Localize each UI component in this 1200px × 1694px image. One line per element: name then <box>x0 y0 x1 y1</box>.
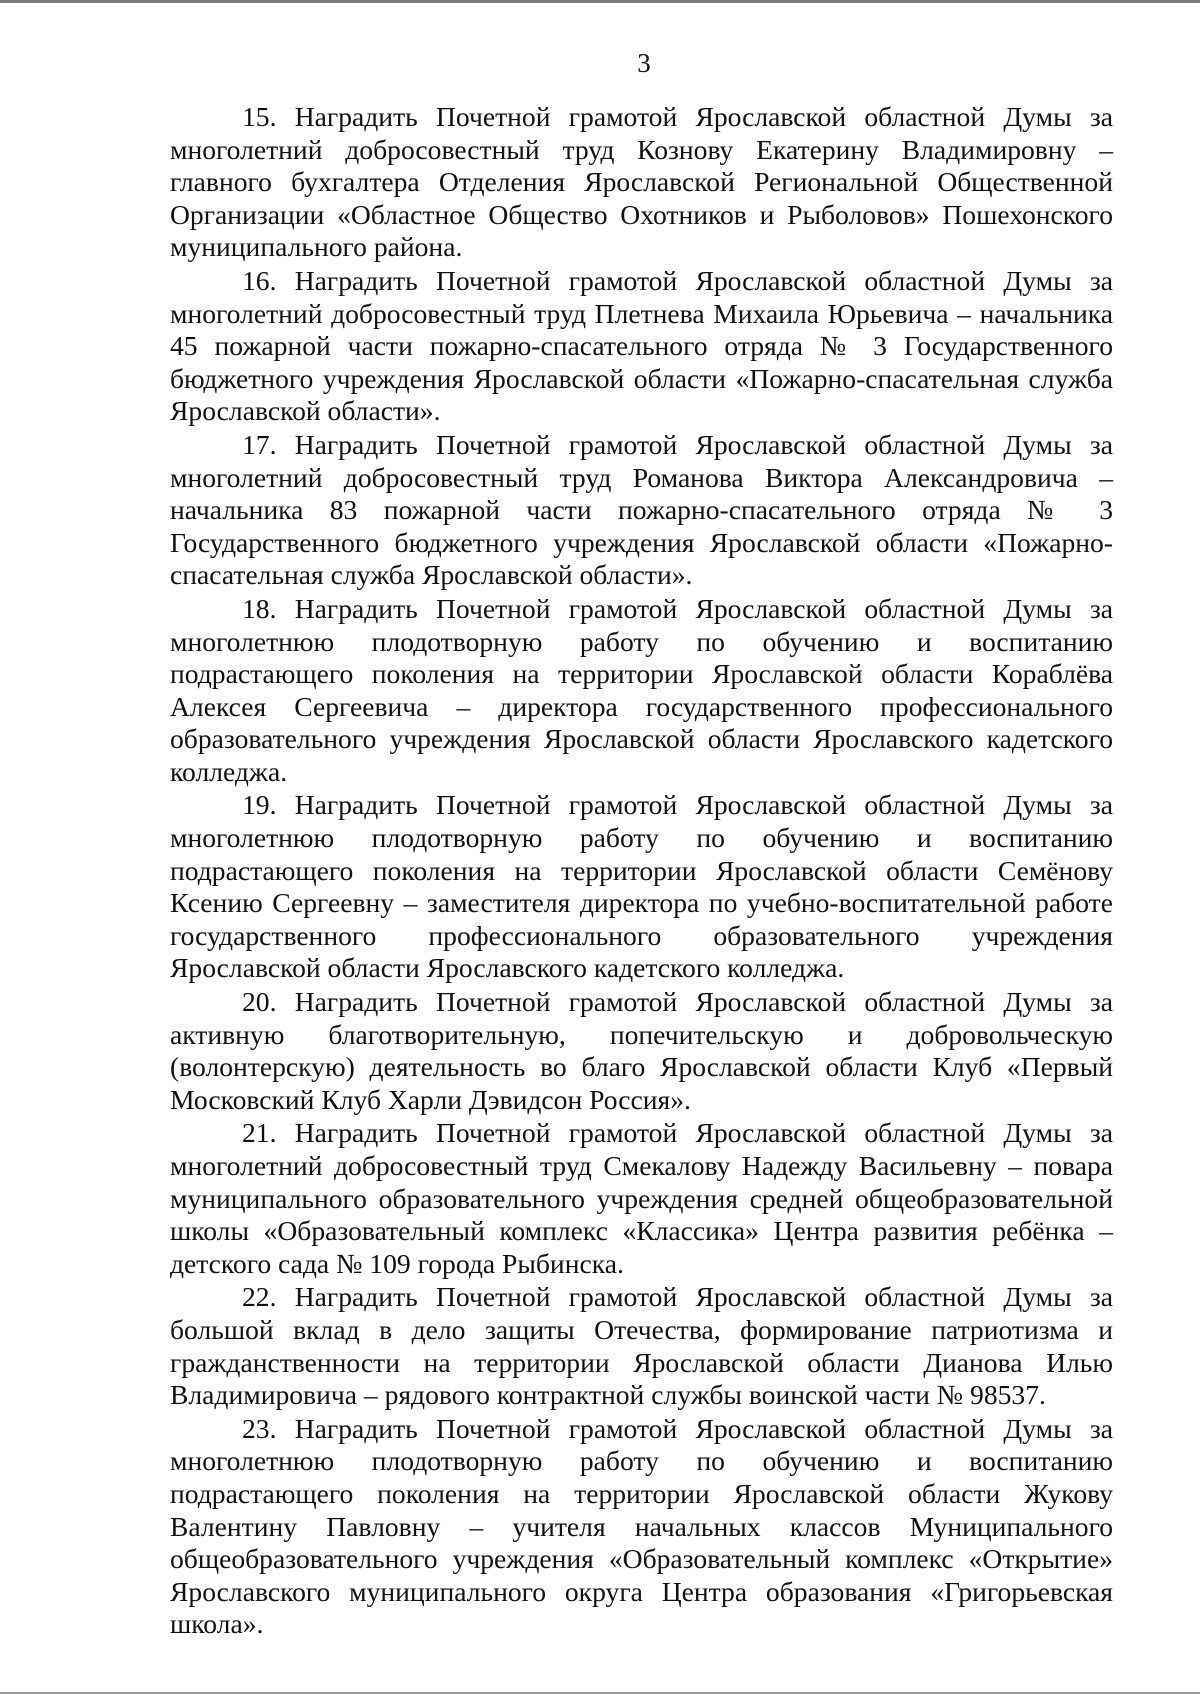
paragraph-21: 21. Наградить Почетной грамотой Ярославской областной Думы за многолетний добросовестный труд Смекалову Надежду Васильевну – повара муниципального образовательного учреждения средней общеобразовательной школы «Образовательный комплекс «Классика» Центра развития ребёнка – детского сада № 109 города Рыбинска. <box>170 1117 1113 1279</box>
document-body <box>170 101 1113 1642</box>
paragraph-19: 19. Наградить Почетной грамотой Ярославской областной Думы за многолетнюю плодотворную работу по обучению и воспитанию подрастающего поколения на территории Ярославской области Семёнову Ксению Сергеевну – заместителя директора по учебно-воспитательной работе государственного профессионального образовательного учреждения Ярославской области Ярославского кадетского колледжа. <box>170 789 1113 984</box>
scan-edge-top <box>0 0 1200 3</box>
paragraph-22: 22. Наградить Почетной грамотой Ярославской областной Думы за большой вклад в дело защиты Отечества, формирование патриотизма и гражданственности на территории Ярославской области Дианова Илью Владимировича – рядового контрактной службы воинской части № 98537. <box>170 1281 1113 1411</box>
paragraph-18: 18. Наградить Почетной грамотой Ярославской областной Думы за многолетнюю плодотворную работу по обучению и воспитанию подрастающего поколения на территории Ярославской области Кораблёва Алексея Сергеевича – директора государственного профессионального образовательного учреждения Ярославской области Ярославского кадетского колледжа. <box>170 592 1113 787</box>
paragraph-23: 23. Наградить Почетной грамотой Ярославской областной Думы за многолетнюю плодотворную работу по обучению и воспитанию подрастающего поколения на территории Ярославской области Жукову Валентину Павловну – учителя начальных классов Муниципального общеобразовательного учреждения «Образовательный комплекс «Открытие» Ярославского муниципального округа Центра образования «Григорьевская школа». <box>170 1412 1113 1640</box>
page-number: 3 <box>637 48 651 78</box>
paragraph-16: 16. Наградить Почетной грамотой Ярославской областной Думы за многолетний добросовестный труд Плетнева Михаила Юрьевича – начальника 45 пожарной части пожарно-спасательного отряда № 3 Государственного бюджетного учреждения Ярославской области «Пожарно-спасательная служба Ярославской области». <box>170 264 1113 427</box>
paragraph-15: 15. Наградить Почетной грамотой Ярославской областной Думы за многолетний добросовестный труд Кознову Екатерину Владимировну – главного бухгалтера Отделения Ярославской Региональной Общественной Организации «Областное Общество Охотников и Рыболовов» Пошехонского муниципального района. <box>170 101 1113 263</box>
paragraph-17: 17. Наградить Почетной грамотой Ярославской областной Думы за многолетний добросовестный труд Романова Виктора Александровича – начальника 83 пожарной части пожарно-спасательного отряда № 3 Государственного бюджетного учреждения Ярославской области «Пожарно-спасательная служба Ярославской области». <box>170 428 1113 591</box>
paragraph-20: 20. Наградить Почетной грамотой Ярославской областной Думы за активную благотворительную, попечительскую и добровольческую (волонтерскую) деятельность во благо Ярославской области Клуб «Первый Московский Клуб Харли Дэвидсон Россия». <box>170 986 1113 1115</box>
